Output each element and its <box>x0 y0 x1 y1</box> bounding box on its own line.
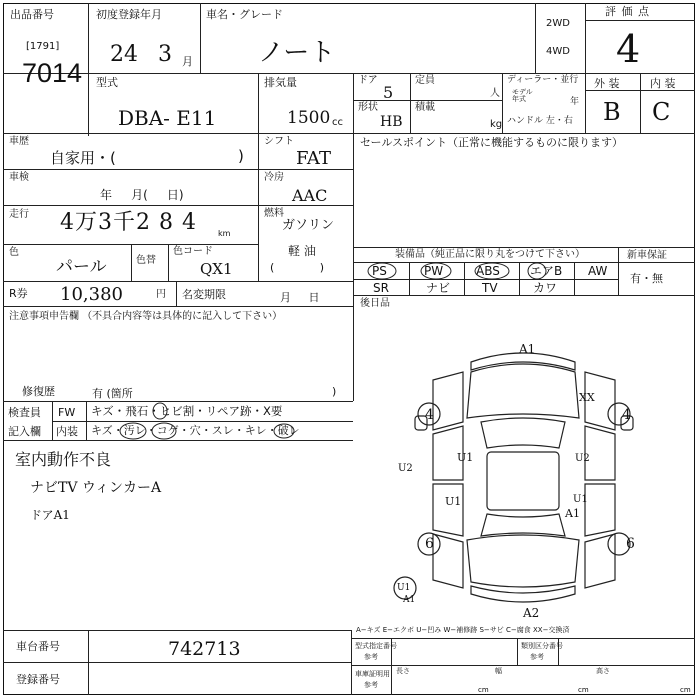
type-label: 型式 <box>96 76 118 89</box>
equipment-abs: ABS <box>476 264 500 278</box>
capacity-label: 定員 <box>415 75 435 86</box>
divider <box>258 73 259 133</box>
lot-label: 出品番号 <box>10 8 54 21</box>
divider <box>585 20 695 21</box>
hand-note-2: ナビTV ウィンカーA <box>30 480 162 496</box>
damage-left-u2: U2 <box>398 463 413 474</box>
displacement-value: 1500 <box>287 108 331 128</box>
lot-code: [1791] <box>26 41 60 52</box>
divider <box>353 295 695 296</box>
load-unit: kg <box>490 119 503 130</box>
divider <box>353 100 502 101</box>
inspection-label: 車検 <box>9 172 29 183</box>
handle-label: ハンドル 左・右 <box>507 116 573 126</box>
repair-value: 有 (箇所 <box>92 387 133 400</box>
sales-points-label: セールスポイント（正常に機能するものに限ります） <box>360 136 624 149</box>
size-label-2: 参考 <box>364 681 378 689</box>
divider <box>502 73 503 133</box>
divider <box>618 262 695 263</box>
model-year-label: モデル 年式 <box>512 88 533 103</box>
repaint-label: 色替 <box>136 255 156 266</box>
cert-label-1: 型式指定番号 <box>355 642 397 650</box>
repair-label: 修復歴 <box>22 385 55 398</box>
door-value: 5 <box>383 83 394 102</box>
color-value: パール <box>56 257 107 277</box>
divider <box>351 638 695 639</box>
displacement-label: 排気量 <box>264 76 297 89</box>
equipment-tv: TV <box>482 281 498 295</box>
equipment-ps: PS <box>372 264 387 278</box>
size-label-1: 車庫証明用 <box>355 670 390 678</box>
divider <box>517 638 518 665</box>
divider <box>3 662 351 663</box>
interior-items: キズ・汚レ・コゲ・穴・スレ・キレ・破レ <box>91 424 300 437</box>
damage-4-left: 4 <box>425 407 434 423</box>
exterior-grade: B <box>603 98 621 126</box>
notes-label: 注意事項申告欄 （不具合内容等は具体的に記入して下さい） <box>9 311 283 322</box>
legend: A−キズ E−エクボ U−凹み W−補修跡 S−サビ C−腐食 XX−交換済 <box>356 626 570 634</box>
color-code-label: 色コード <box>173 246 213 257</box>
cert2-label-2: 参考 <box>530 653 544 661</box>
equipment-aw: AW <box>588 264 608 278</box>
hand-note-3: ドアA1 <box>30 508 70 522</box>
divider <box>353 247 695 248</box>
fuel-gasoline: ガソリン <box>282 218 335 233</box>
history-label: 車歴 <box>9 136 29 147</box>
divider <box>3 281 353 282</box>
damage-left-rear-u1: U1 <box>445 495 462 508</box>
rating-value: 4 <box>616 27 641 71</box>
divider <box>3 73 695 74</box>
divider <box>168 244 169 281</box>
fw-label: FW <box>58 406 76 419</box>
reg-label: 登録番号 <box>16 673 60 686</box>
name-change-value: 月 日 <box>280 291 320 304</box>
equipment-airbag: エアB <box>530 264 563 278</box>
displacement-unit: cc <box>332 117 343 128</box>
divider <box>88 630 89 695</box>
first-reg-label: 初度登録年月 <box>96 8 162 21</box>
fuel-diesel: 軽 油 <box>288 244 316 258</box>
length-unit: cm <box>478 686 489 694</box>
model-name: ノート <box>258 38 336 68</box>
fuel-label: 燃料 <box>264 208 284 219</box>
mileage-value: 4万3千2 8 4 <box>60 210 197 235</box>
damage-xx: XX <box>579 391 595 404</box>
repair-close: ) <box>332 385 337 398</box>
length-label: 長さ <box>396 667 410 675</box>
history-close: ) <box>238 147 244 165</box>
exterior-label: 外 装 <box>594 77 620 90</box>
drive-2wd: 2WD <box>546 18 570 29</box>
divider <box>353 73 354 133</box>
shift-label: シフト <box>264 136 294 147</box>
recycle-unit: 円 <box>156 289 166 300</box>
inspection-value: 年 月( 日) <box>100 188 184 202</box>
interior-label: 内装 <box>56 425 78 438</box>
equipment-circles <box>353 262 618 282</box>
dealer-label: ディーラー・並行 <box>507 75 579 85</box>
divider <box>410 73 411 133</box>
damage-6-right: 6 <box>626 536 635 552</box>
height-label: 高さ <box>596 667 610 675</box>
ac-label: 冷房 <box>264 172 284 183</box>
drive-4wd: 4WD <box>546 46 570 57</box>
shift-value: FAT <box>296 148 331 169</box>
recycle-label: R券 <box>9 287 28 300</box>
equipment-navi: ナビ <box>426 281 451 295</box>
fw-items: キズ・飛石・ヒビ割・リペア跡・X要 <box>91 404 283 418</box>
cert-label-2: 参考 <box>364 653 378 661</box>
ac-value: AAC <box>292 186 328 205</box>
capacity-unit: 人 <box>490 88 500 99</box>
fuel-paren: ( ) <box>270 261 325 274</box>
first-reg-month: 3 <box>158 42 172 67</box>
cert2-label-1: 類別区分番号 <box>521 642 563 650</box>
divider <box>3 133 695 134</box>
load-label: 積載 <box>415 102 435 113</box>
divider <box>3 306 353 307</box>
color-label: 色 <box>9 247 19 258</box>
equipment-pw: PW <box>424 264 444 278</box>
mileage-unit: km <box>218 229 231 238</box>
equipment-header: 装備品（純正品に限り丸をつけて下さい） <box>395 249 585 260</box>
divider <box>200 3 201 73</box>
divider <box>585 3 586 133</box>
color-code-value: QX1 <box>200 260 233 278</box>
divider <box>3 169 353 170</box>
damage-right-a1: A1 <box>565 507 580 520</box>
equipment-leather: カワ <box>533 281 558 295</box>
rear-items-label: 後日品 <box>360 298 390 309</box>
hand-note-1: 室内動作不良 <box>15 450 112 469</box>
name-change-label: 名変期限 <box>182 288 226 301</box>
shape-value: HB <box>380 114 403 130</box>
divider <box>3 630 351 631</box>
width-label: 幅 <box>495 667 502 675</box>
rating-label: 評 価 点 <box>605 5 650 18</box>
shape-label: 形状 <box>358 102 378 113</box>
interior-grade: C <box>652 98 671 126</box>
model-year-unit: 年 <box>570 97 580 107</box>
divider <box>131 244 132 281</box>
divider <box>535 3 536 73</box>
first-reg-year: 24 <box>110 42 138 67</box>
divider <box>618 247 619 295</box>
month-unit: 月 <box>182 55 193 68</box>
new-warranty-label: 新車保証 <box>627 250 667 261</box>
mileage-label: 走行 <box>9 209 29 220</box>
damage-right-u1: U1 <box>573 494 588 505</box>
equipment-sr: SR <box>373 281 389 295</box>
inspector-label-1: 検査員 <box>8 406 41 419</box>
damage-wheel-u1: U1 <box>397 583 411 593</box>
history-value: 自家用・( <box>50 149 116 167</box>
chassis-value: 742713 <box>168 638 241 660</box>
divider <box>176 281 177 306</box>
divider <box>88 3 89 136</box>
new-warranty-value: 有・無 <box>630 272 663 285</box>
chassis-label: 車台番号 <box>16 640 60 653</box>
damage-wheel-a1: A1 <box>403 595 416 605</box>
type-value: DBA- E11 <box>118 106 217 130</box>
divider <box>351 630 352 695</box>
divider <box>351 665 695 666</box>
lot-number: 7014 <box>22 58 83 88</box>
width-unit: cm <box>578 686 589 694</box>
damage-rear: A2 <box>523 606 540 620</box>
damage-front: A1 <box>519 342 536 356</box>
damage-right-u2: U2 <box>575 453 590 464</box>
damage-left-u1: U1 <box>457 451 474 464</box>
divider <box>258 133 259 281</box>
damage-4-right: 4 <box>622 407 631 423</box>
interior-label: 内 装 <box>650 77 676 90</box>
recycle-value: 10,380 <box>60 284 123 305</box>
door-label: ドア <box>358 75 378 86</box>
divider <box>640 73 641 133</box>
height-unit: cm <box>680 686 691 694</box>
divider <box>3 205 353 206</box>
model-grade-label: 車名・グレード <box>206 8 283 21</box>
damage-6-left: 6 <box>425 536 434 552</box>
inspector-label-2: 記入欄 <box>8 425 41 438</box>
circled-marks <box>86 401 353 441</box>
